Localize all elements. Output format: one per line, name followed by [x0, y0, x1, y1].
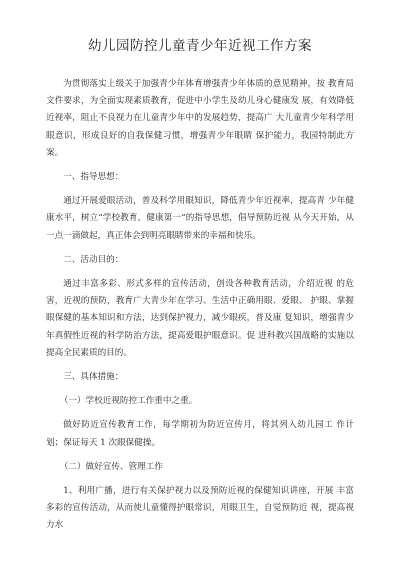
intro-paragraph: 为贯彻落实上级关于加强青少年体育增强青少年体质的意见精神，按 教育局文件要求，为全面实现素质教育，促进中小学生及幼儿身心健康发 展，有效降低近视率，阻止不良视力在儿童青少年中的发展趋势，提高广 大儿童青少年科学用眼意识，形成良好的自我保健习惯，增强青少年眼睛 保护能力，我园特制此方案。 — [46, 79, 354, 158]
section-measures-heading: 三、具体措施： — [63, 372, 124, 383]
section-purpose-heading: 二、活动目的： — [63, 254, 124, 265]
section-purpose-text: 通过丰富多彩、形式多样的宣传活动，创设各种教育活动，介绍近视 的危害，近视的预防，教育广大青少年在学习、生活中正确用眼、爱眼、 护眼、掌握眼保健的基本知识和方法，达到保护视力，减少眼疾，普及康 复知识，增强青少年真假性近视的科学防治方法，提高爱眼护眼意识。促 进科教兴国战略的实施以提高全民素质的目的。 — [46, 279, 354, 358]
measures-item2-text: 1、利用广播，进行有关保护视力以及预防近视的保健知识讲座，开展 丰富多彩的宣传活动，从而使儿童懂得护眼常识，用眼卫生，自觉预防近 视，提高视力水 — [46, 486, 354, 531]
document-title: 幼儿园防控儿童青少年近视工作方案 — [88, 38, 312, 54]
section-guiding-text: 通过开展爱眼活动，普及科学用眼知识，降低青少年近视率，提高青 少年健康水平，树立“学校教育，健康第一”的指导思想，倡导预防近视 从今天开始，从一点一滴做起，真正体会到明亮眼睛带来的幸福和快乐。 — [46, 196, 354, 241]
measures-item1-heading: （一）学校近视防控工作重中之重。 — [59, 396, 198, 407]
measures-item1-text: 做好防近宣传教育工作，每学期初为防近宣传月，将其列入幼儿园工 作计划；保证每天 1 次眼保健操。 — [46, 420, 354, 448]
measures-item2-heading: （二）做好宣传、管理工作 — [59, 461, 163, 472]
section-guiding-heading: 一、指导思想： — [63, 172, 124, 183]
